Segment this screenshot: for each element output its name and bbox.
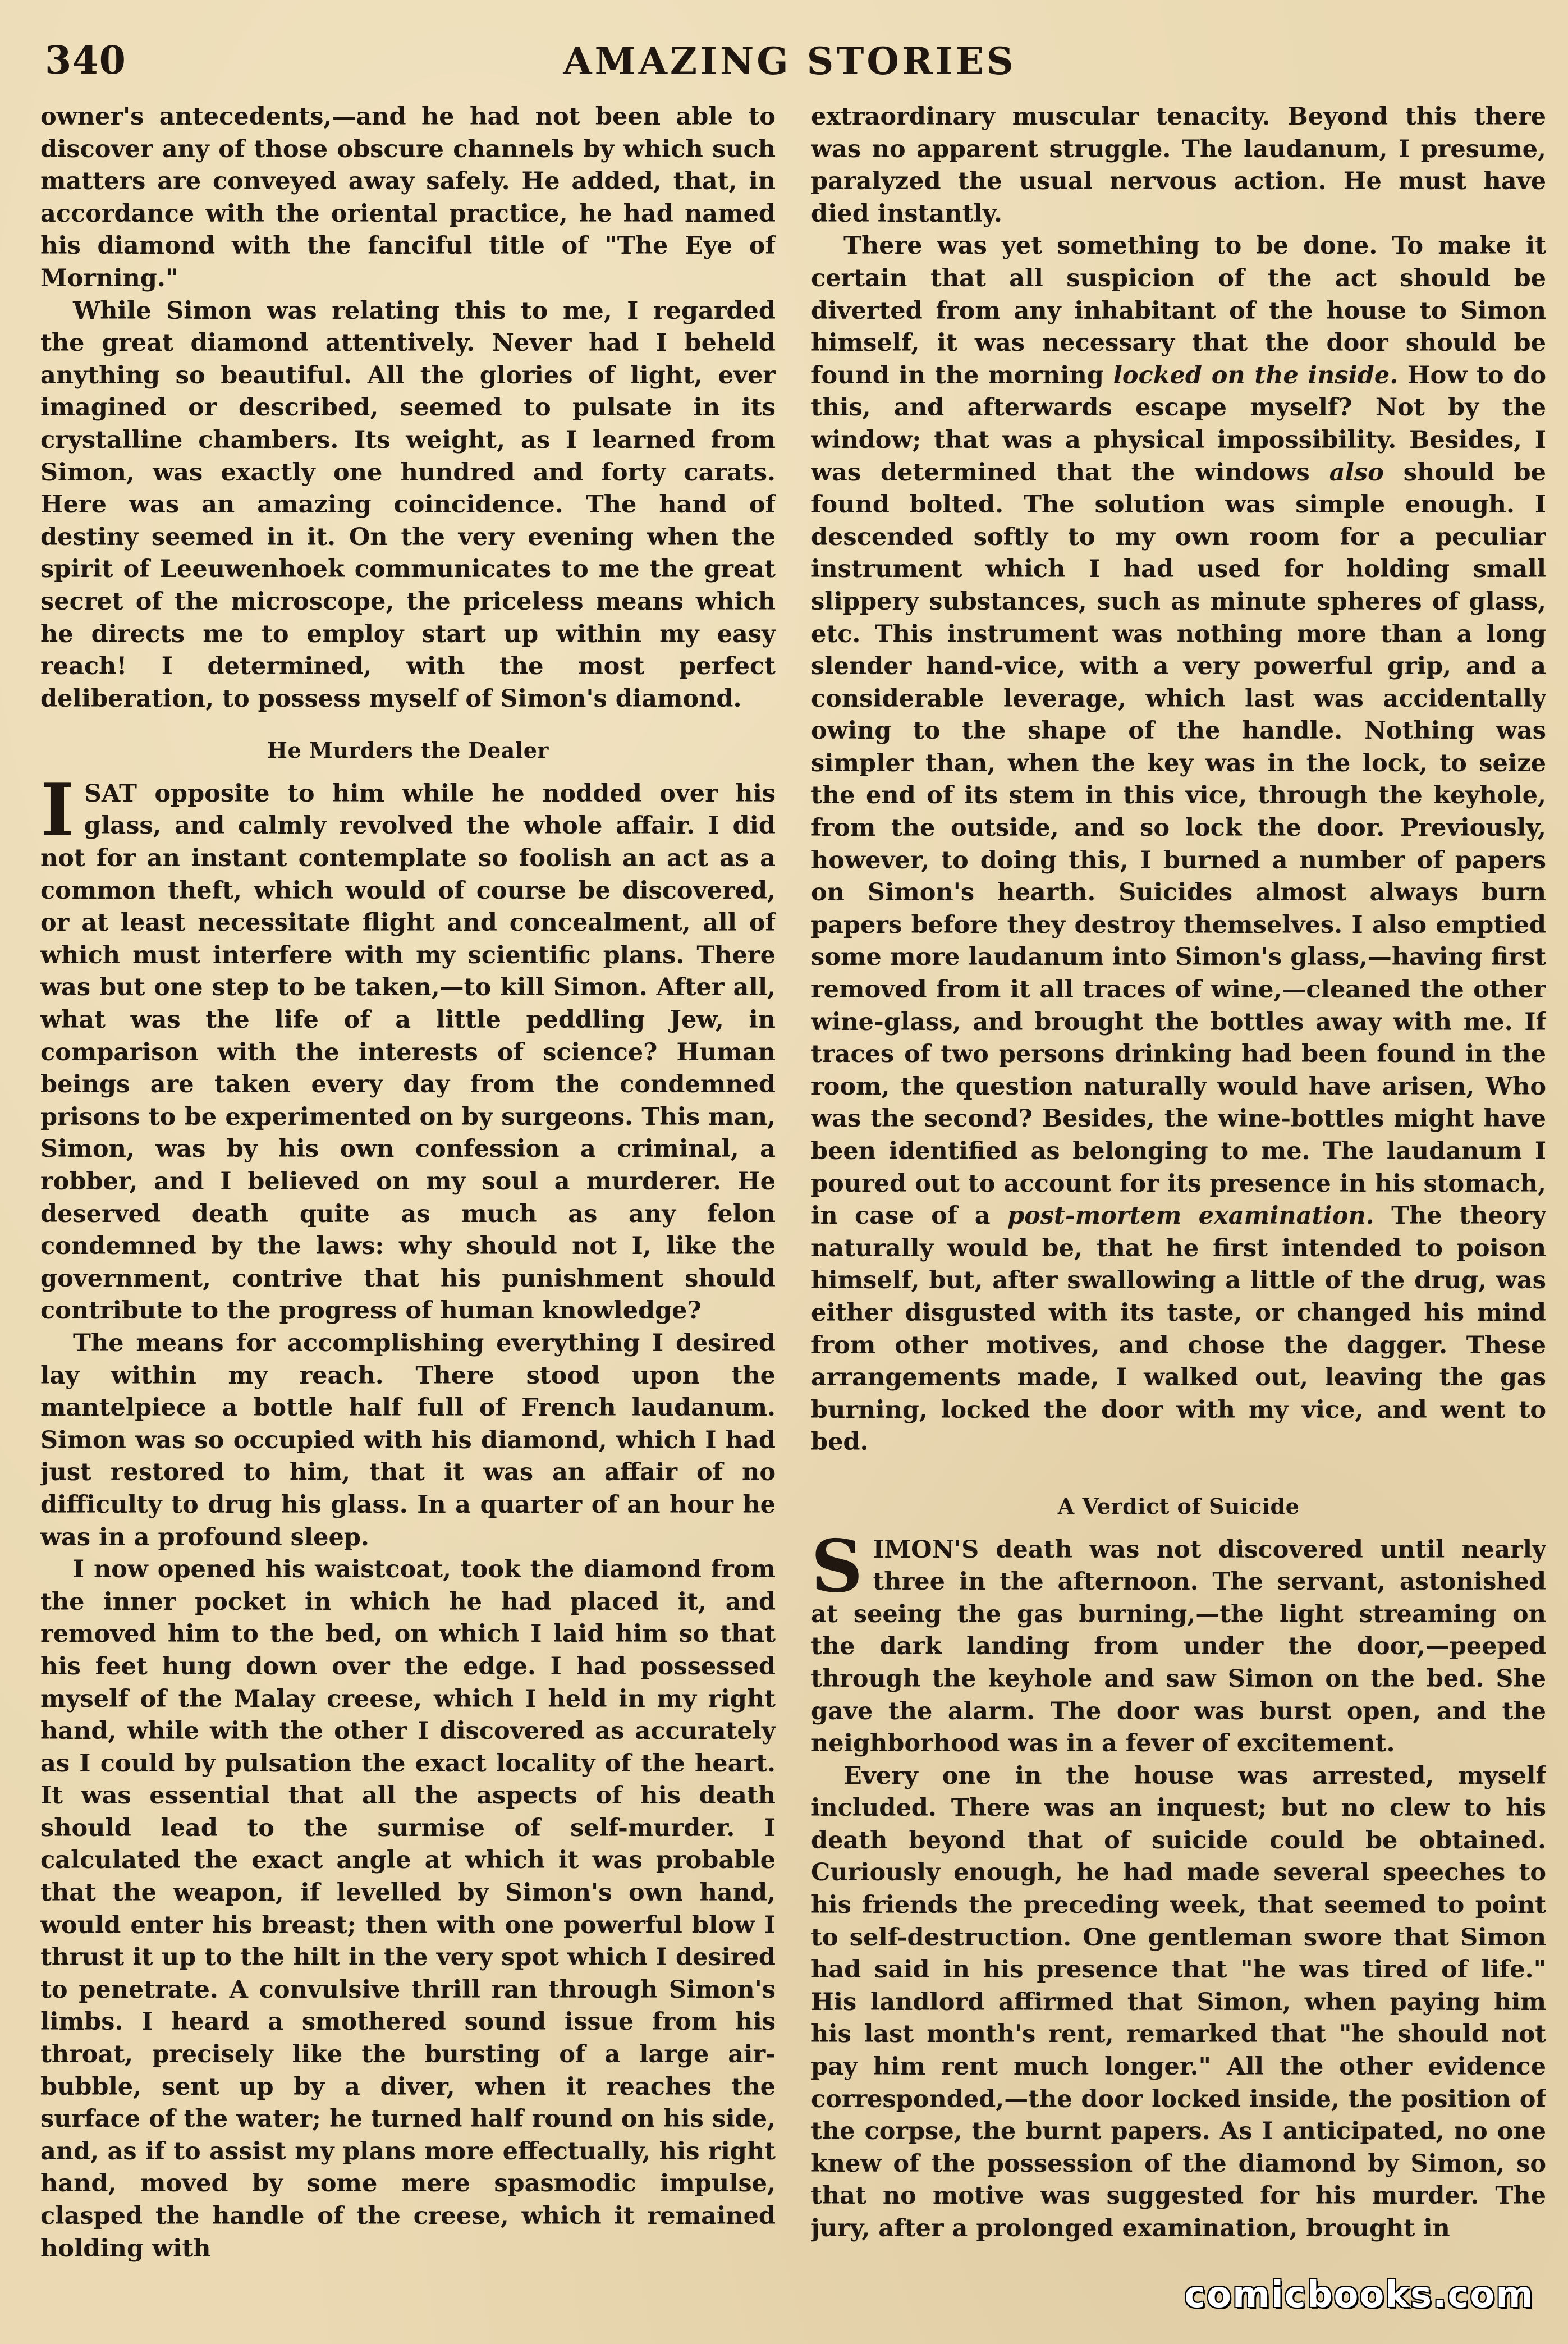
text-run: There was yet something to be done. To make it certain that all suspicion of the act should be diverted from any inhabitant of the house to Simon himself, it was necessary that the door should be found in the morning (811, 232, 1546, 390)
paragraph-with-dropcap (811, 1524, 1546, 1760)
text-run: The theory naturally would be, that he first intended to poison himself, but, after swallowing a little of the drug, was either disgusted with its taste, or changed his mind from other motives, and chose the dagger. These arrangements made, I walked out, leaving the gas burning, locked the door with my vice, and went to bed. (811, 1202, 1546, 1457)
paragraph-text: IMON'S death was not discovered until nearly three in the afternoon. The servant, astonished at seeing the gas burning,—the light streaming on the dark landing from under the door,—peeped through the keyhole and saw Simon on the bed. She gave the alarm. The door was burst open, and the neighborhood was in a fever of excitement. (811, 1535, 1546, 1758)
text-run: How to do this, and afterwards escape myself? Not by the window; that was a physical impossibility. Besides, I was determined that the windows (811, 361, 1546, 487)
paragraph: I now opened his waistcoat, took the diamond from the inner pocket in which he had placed it, and removed him to the bed, on which I laid him so that his feet hung down over the edge. I had possessed myself of the Malay creese, which I held in my right hand, while with the other I discovered as accurately as I could by pulsation the exact locality of the heart. It was essential that all the aspects of his death should lead to the surmise of self-murder. I calculated the exact angle at which it was probable that the weapon, if levelled by Simon's own hand, would enter his breast; then with one powerful blow I thrust it up to the hilt in the very spot which I desired to penetrate. A convulsive thrill ran through Simon's limbs. I heard a smothered sound issue from his throat, precisely like the bursting of a large air-bubble, sent up by a diver, when it reaches the surface of the water; he turned half round on his side, and, as if to assist my plans more effectually, his right hand, moved by some mere spasmodic impulse, clasped the handle of the creese, which it remained holding with (40, 1555, 776, 2263)
paragraph (811, 230, 1546, 1459)
paragraph: owner's antecedents,—and he had not been able to discover any of those obscure channels by which such matters are conveyed away safely. He added, that, in accordance with the oriental practice, he had named his diamond with the fanciful title of "The Eye of Morning." (40, 103, 776, 292)
emphasis-text: also (1329, 458, 1384, 487)
emphasis-text: post-mortem examination. (1007, 1202, 1374, 1230)
drop-cap: S (811, 1524, 863, 1609)
paragraph: While Simon was relating this to me, I regarded the great diamond attentively. Never had I beheld anything so beautiful. All the glories of light, ever imagined or described, seemed to pulsate in its crystalline chambers. Its weight, as I learned from Simon, was exactly one hundred and forty carats. Here was an amazing coincidence. The hand of destiny seemed in it. On the very evening when the spirit of Leeuwenhoek communicates to me the great secret of the microscope, the priceless means which he directs me to employ start up within my easy reach! I determined, with the most perfect deliberation, to possess myself of Simon's diamond. (40, 296, 776, 713)
paragraph: The means for accomplishing everything I desired lay within my reach. There stood upon the mantelpiece a bottle half full of French laudanum. Simon was so occupied with his diamond, which I had just restored to him, that it was an affair of no difficulty to drug his glass. In a quarter of an hour he was in a profound sleep. (40, 1329, 776, 1551)
watermark: comicbooks.com (1184, 2274, 1534, 2316)
left-column (40, 101, 776, 2307)
paragraph: extraordinary muscular tenacity. Beyond this there was no apparent struggle. The laudanum, I presume, paralyzed the usual nervous action. He must have died instantly. (811, 103, 1546, 228)
page-header (45, 34, 1534, 95)
paragraph: Every one in the house was arrested, myself included. There was an inquest; but no clew to his death beyond that of suicide could be obtained. Curiously enough, he had made several speeches to his friends the preceding week, that seemed to point to self-destruction. One gentleman swore that Simon had said in his presence that "he was tired of life." His landlord affirmed that Simon, when paying him his last month's rent, remarked that "he should not pay him rent much longer." All the other evidence corresponded,—the door locked inside, the position of the corpse, the burnt papers. As I anticipated, no one knew of the possession of the diamond by Simon, so that no motive was suggested for his murder. The jury, after a prolonged examination, brought in (811, 1761, 1546, 2242)
section-heading: A Verdict of Suicide (1057, 1493, 1300, 1519)
section-heading: He Murders the Dealer (267, 738, 549, 763)
paragraph-text: SAT opposite to him while he nodded over his glass, and calmly revolved the whole affair. I did not for an instant contemplate so foolish an act as a common theft, which would of course be discovered, or at least necessitate flight and concealment, all of which must interfere with my scientific plans. There was but one step to be taken,—to kill Simon. After all, what was the life of a little peddling Jew, in comparison with the interests of science? Human beings are taken every day from the condemned prisons to be experimented on by surgeons. This man, Simon, was by his own confession a criminal, a robber, and I believed on my soul a murderer. He deserved death quite as much as any felon condemned by the laws: why should not I, like the government, contrive that his punishment should contribute to the progress of human knowledge? (40, 779, 776, 1325)
right-column (811, 101, 1546, 2307)
emphasis-text: locked on the inside. (1113, 361, 1399, 390)
magazine-title: AMAZING STORIES (563, 39, 1016, 83)
paragraph-with-dropcap (40, 768, 776, 1327)
page-number: 340 (45, 38, 126, 83)
drop-cap: I (40, 768, 74, 853)
text-run: should be found bolted. The solution was simple enough. I descended softly to my own room for a peculiar instrument which I had used for holding small slippery substances, such as minute spheres of glass, etc. This instrument was nothing more than a long slender hand-vice, with a very powerful grip, and a considerable leverage, which last was accidentally owing to the shape of the handle. Nothing was simpler than, when the key was in the lock, to seize the end of its stem in this vice, through the keyhole, from the outside, and so lock the door. Previously, however, to doing this, I burned a number of papers on Simon's hearth. Suicides almost always burn papers before they destroy themselves. I also emptied some more laudanum into Simon's glass,—having first removed from it all traces of wine,—cleaned the other wine-glass, and brought the bottles away with me. If traces of two persons drinking had been found in the room, the question naturally would have arisen, Who was the second? Besides, the wine-bottles might have been identified as belonging to me. The laudanum I poured out to account for its presence in his stomach, in case of a (811, 458, 1546, 1230)
